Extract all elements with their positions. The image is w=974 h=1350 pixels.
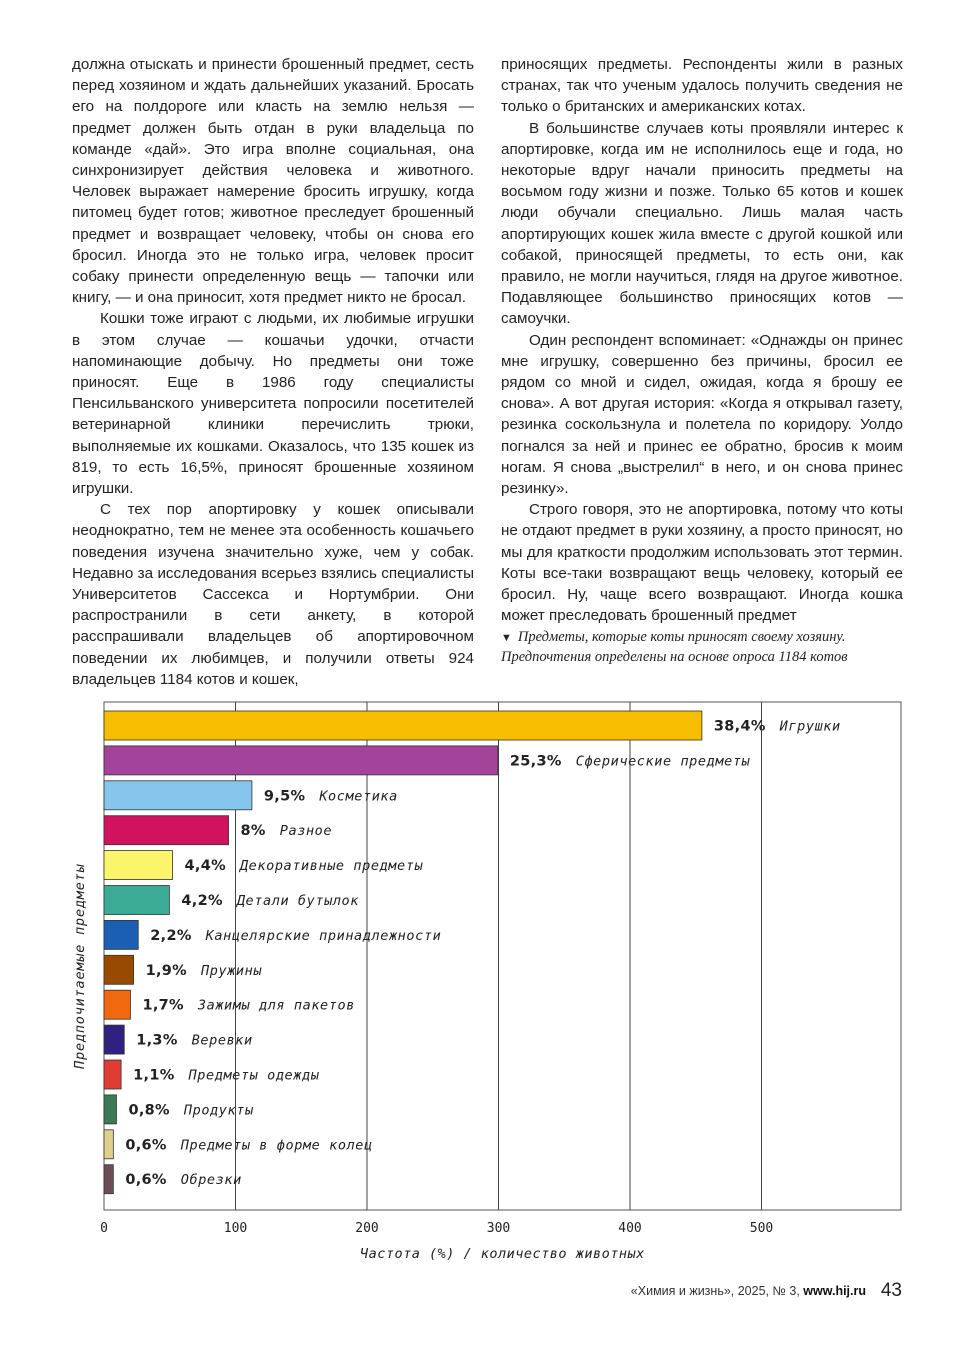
- bar-category-label: Канцелярские принадлежности: [205, 927, 442, 944]
- right-column: [501, 54, 903, 626]
- bar-percent-label: 25,3%: [509, 753, 562, 770]
- bar-percent-label: 0,6%: [125, 1172, 167, 1189]
- bar-category-label: Декоративные предметы: [239, 858, 424, 875]
- x-tick-label: 300: [486, 1221, 511, 1236]
- bar-percent-label: 38,4%: [713, 718, 766, 735]
- bar-percent-label: 1,3%: [136, 1032, 178, 1049]
- bar-category-label: Игрушки: [779, 718, 841, 735]
- bar-category-label: Продукты: [183, 1102, 254, 1119]
- bar-percent-label: 1,1%: [133, 1067, 175, 1084]
- bar-category-label: Косметика: [319, 788, 398, 805]
- bar-percent-label: 9,5%: [263, 788, 306, 805]
- figure-caption: [501, 628, 903, 667]
- bar: [104, 1130, 113, 1159]
- x-axis-label: Частота (%) / количество животных: [360, 1246, 645, 1262]
- bar: [104, 1095, 116, 1124]
- page-number: 43: [880, 1280, 902, 1301]
- bar: [104, 851, 173, 880]
- bar: [104, 781, 252, 810]
- x-tick-label: 0: [100, 1221, 108, 1236]
- y-axis-label: Предпочитаемые предметы: [72, 863, 88, 1069]
- bar-category-label: Разное: [279, 823, 333, 840]
- bar-category-label: Предметы в форме колец: [180, 1137, 373, 1154]
- bar: [104, 1025, 124, 1054]
- bar-percent-label: 2,2%: [150, 927, 192, 944]
- bar-category-label: Предметы одежды: [188, 1067, 320, 1084]
- x-tick-label: 200: [355, 1221, 379, 1236]
- paragraph: В большинстве случаев коты проявляли интерес к апортировке, когда им не исполнилось еще и года, но некоторые вдруг начали приносить предметы на восьмом году жизни и позже. Только 65 котов и кошек люди обучали специально. Лишь малая часть апортирующих кошек жила вместе с другой кошкой или собакой, приносящей предметы, то есть они, как правило, не могли научиться, глядя на другое животное. Подавляющее большинство приносящих котов — самоучки.: [501, 119, 903, 328]
- bar: [104, 711, 702, 740]
- bar-category-label: Сферические предметы: [575, 753, 751, 770]
- bar: [104, 886, 169, 915]
- bar-category-label: Обрезки: [180, 1172, 242, 1189]
- paragraph: Один респондент вспоминает: «Однажды он принес мне игрушку, совершенно без причины, бросил ее рядом со мной и сидел, ожидая, когда я брошу ее снова». А вот другая история: «Когда я открывал газету, резинка соскользнула и полетела по коридору. Уолдо погнался за ней и принес ее обратно, бросив к моим ногам. Я снова „выстрелил“ в него, и он снова принес резинку».: [501, 331, 903, 498]
- bar: [104, 990, 130, 1019]
- page-footer: [631, 1284, 866, 1298]
- bar: [104, 816, 229, 845]
- bar-percent-label: 0,6%: [125, 1137, 167, 1154]
- bar-chart: [60, 690, 920, 1270]
- bar-category-label: Веревки: [191, 1032, 253, 1049]
- bar-category-label: Зажимы для пакетов: [197, 997, 355, 1014]
- bar: [104, 955, 134, 984]
- paragraph: Кошки тоже играют с людьми, их любимые игрушки в этом случае — кошачьи удочки, отчасти напоминающие добычу. Но предметы они тоже приносят. Еще в 1986 году специалисты Пенсильванского университета попросили посетителей ветеринарной клиники перечислить трюки, выполняемые их кошками. Оказалось, что 135 кошек из 819, то есть 16,5%, приносят брошенные хозяином игрушки.: [72, 310, 474, 498]
- paragraph: С тех пор апортировку у кошек описывали неоднократно, тем не менее эта особенность кошачьего поведения изучена значительно хуже, чем у собак. Недавно за исследования всерьез взялись специалисты Университетов Сассекса и Нортумбрии. Они распространили в сети анкету, в которой расспрашивали владельцев об апортировочном поведении их любимцев, и получили ответы 924 владельцев 1184 котов и кошек,: [72, 501, 474, 688]
- x-tick-label: 500: [749, 1221, 774, 1236]
- plot-frame: [104, 702, 901, 1210]
- bar-percent-label: 1,7%: [142, 997, 184, 1014]
- bar: [104, 1060, 121, 1089]
- footer-journal: «Химия и жизнь», 2025, № 3,: [630, 1284, 804, 1298]
- bar-percent-label: 8%: [240, 823, 266, 840]
- x-tick-label: 100: [223, 1221, 248, 1236]
- triangle-down-icon: ▼: [501, 632, 512, 644]
- footer-site-link[interactable]: www.hij.ru: [803, 1284, 866, 1298]
- bar-category-label: Пружины: [201, 962, 263, 979]
- caption-text: Предметы, которые коты приносят своему хозяину. Предпочтения определены на основе опроса 1184 котов: [501, 629, 848, 665]
- left-column: [72, 54, 474, 690]
- x-tick-label: 400: [618, 1221, 642, 1236]
- bar-percent-label: 4,4%: [184, 858, 226, 875]
- bar-category-label: Детали бутылок: [236, 893, 360, 909]
- bar-percent-label: 4,2%: [181, 893, 223, 909]
- paragraph: приносящих предметы. Респонденты жили в разных странах, так что ученым удалось получить сведения не только о британских и американских котах.: [501, 56, 903, 116]
- bar: [104, 920, 138, 949]
- bar: [104, 746, 498, 775]
- bar-percent-label: 0,8%: [128, 1102, 170, 1119]
- paragraph: должна отыскать и принести брошенный предмет, сесть перед хозяином и ждать дальнейших указаний. Бросать его на полдороге или класть на землю нельзя — предмет должен быть отдан в руки владельца по команде «дай». Это игра вполне социальная, она синхронизирует действия человека и животного. Человек выражает намерение бросить игрушку, когда питомец будет готов; животное преследует брошенный предмет и возвращает человеку, чтобы он снова его бросил. Иногда это не только игра, человек просит собаку принести определенную вещь — тапочки или книгу, — и она приносит, хотя предмет никто не бросал.: [72, 56, 474, 307]
- bar-percent-label: 1,9%: [145, 962, 188, 979]
- bar: [104, 1165, 113, 1194]
- paragraph: Строго говоря, это не апортировка, потому что коты не отдают предмет в руки хозяину, а просто приносят, но мы для краткости продолжим использовать этот термин. Коты все-таки возвращают вещь человеку, который ее бросил. Ну, чаще всего возвращают. Иногда кошка может преследовать брошенный предмет: [501, 501, 903, 625]
